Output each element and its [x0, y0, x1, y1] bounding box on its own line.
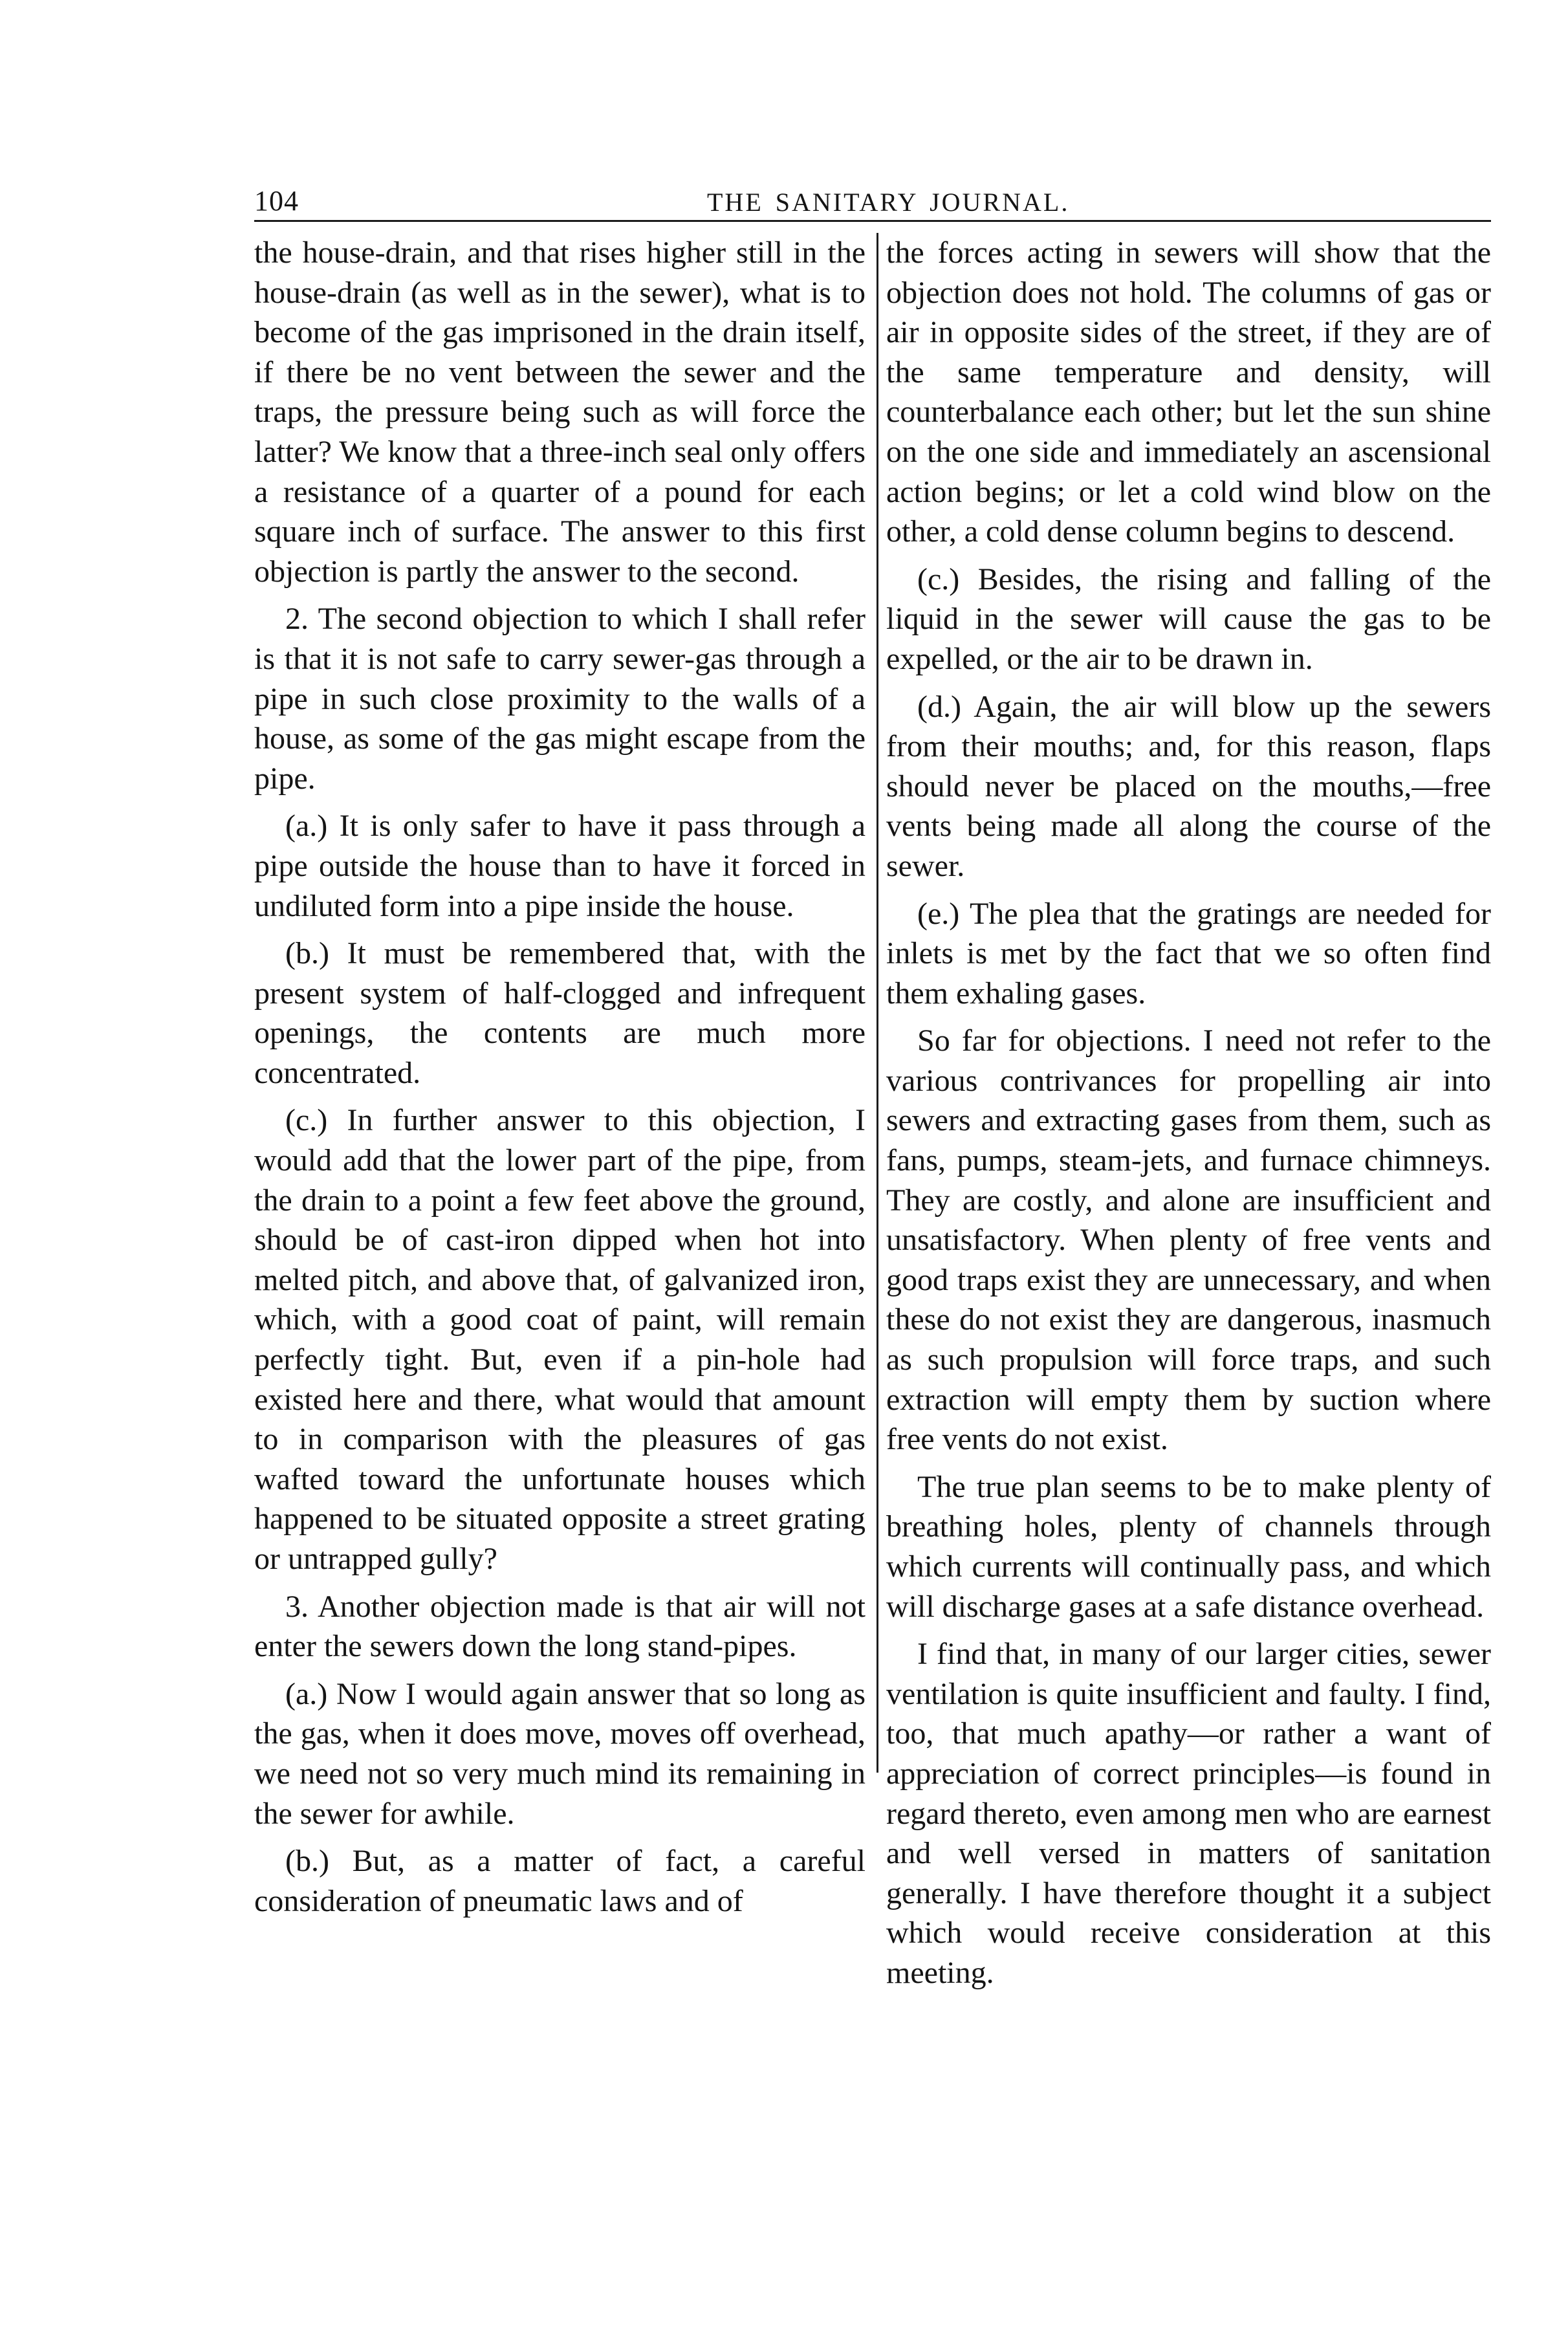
header-rule: [254, 220, 1491, 222]
paragraph: (d.) Again, the air will blow up the sewers from their mouths; and, for this reason, flaps should never be placed on the mouths,—free vents being made all along the course of the sewer.: [886, 689, 1491, 883]
column-divider: [877, 233, 878, 1773]
paragraph: (c.) In further answer to this objection, I would add that the lower part of the pipe, from the drain to a point a few feet above the ground, should be of cast-iron dipped when hot into melted pitch, and above that, of galvanized iron, which, with a good coat of paint, will remain perfectly tight. But, even if a pin-hole had existed here and there, what would that amount to in comparison with the pleasures of gas wafted toward the unfortunate houses which happened to be situated opposite a street grating or untrapped gully?: [254, 1103, 866, 1576]
paragraph: the forces acting in sewers will show that the objection does not hold. The columns of gas or air in opposite sides of the street, if they are of the same temperature and density, will counterbalance each other; but let the sun shine on the one side and immediately an ascensional action begins; or let a cold wind blow on the other, a cold dense column begins to descend.: [886, 235, 1491, 549]
paragraph: 3. Another objection made is that air will not enter the sewers down the long stand-pipes.: [254, 1589, 866, 1664]
paragraph: 2. The second objection to which I shall refer is that it is not safe to carry sewer-gas through a pipe in such close proximity to the walls of a house, as some of the gas might escape from the pipe.: [254, 602, 866, 796]
paragraph: (e.) The plea that the gratings are needed for inlets is met by the fact that we so often find them exhaling gases.: [886, 896, 1491, 1011]
running-head: THE SANITARY JOURNAL.: [707, 188, 1070, 217]
page-number: 104: [254, 185, 299, 217]
paragraph: So far for objections. I need not refer to the various contrivances for propelling air into sewers and extracting gases from them, such as fans, pumps, steam-jets, and furnace chimneys. They are costly, and alone are insufficient and unsatisfactory. When plenty of free vents and good traps exist they are unnecessary, and when these do not exist they are dangerous, inasmuch as such propulsion will force traps, and such extraction will empty them by suction where free vents do not exist.: [886, 1023, 1491, 1457]
paragraph: (b.) It must be remembered that, with the present system of half-clogged and infrequent openings, the contents are much more concentrated.: [254, 936, 866, 1090]
page-header: [254, 184, 1491, 223]
paragraph: (a.) Now I would again answer that so long as the gas, when it does move, moves off overhead, we need not so very much mind its remaining in the sewer for awhile.: [254, 1676, 866, 1831]
left-column: [254, 233, 866, 1929]
paragraph: I find that, in many of our larger cities, sewer ventilation is quite insufficient and faulty. I find, too, that much apathy—or rather a want of appreciation of correct principles—is found in regard thereto, even among men who are earnest and well versed in matters of sanitation generally. I have therefore thought it a subject which would receive consideration at this meeting.: [886, 1637, 1491, 1990]
paragraph: (b.) But, as a matter of fact, a careful consideration of pneumatic laws and of: [254, 1844, 866, 1918]
paragraph: The true plan seems to be to make plenty of breathing holes, plenty of channels through which currents will continually pass, and which will discharge gases at a safe distance overhead.: [886, 1469, 1491, 1624]
paragraph: (a.) It is only safer to have it pass through a pipe outside the house than to have it forced in undiluted form into a pipe inside the house.: [254, 809, 866, 923]
right-column: [886, 233, 1491, 2001]
paragraph: (c.) Besides, the rising and falling of the liquid in the sewer will cause the gas to be expelled, or the air to be drawn in.: [886, 562, 1491, 676]
paragraph: the house-drain, and that rises higher still in the house-drain (as well as in the sewer), what is to become of the gas imprisoned in the drain itself, if there be no vent between the sewer and the traps, the pressure being such as will force the latter? We know that a three-inch seal only offers a resistance of a quarter of a pound for each square inch of surface. The answer to this first objection is partly the answer to the second.: [254, 235, 866, 589]
